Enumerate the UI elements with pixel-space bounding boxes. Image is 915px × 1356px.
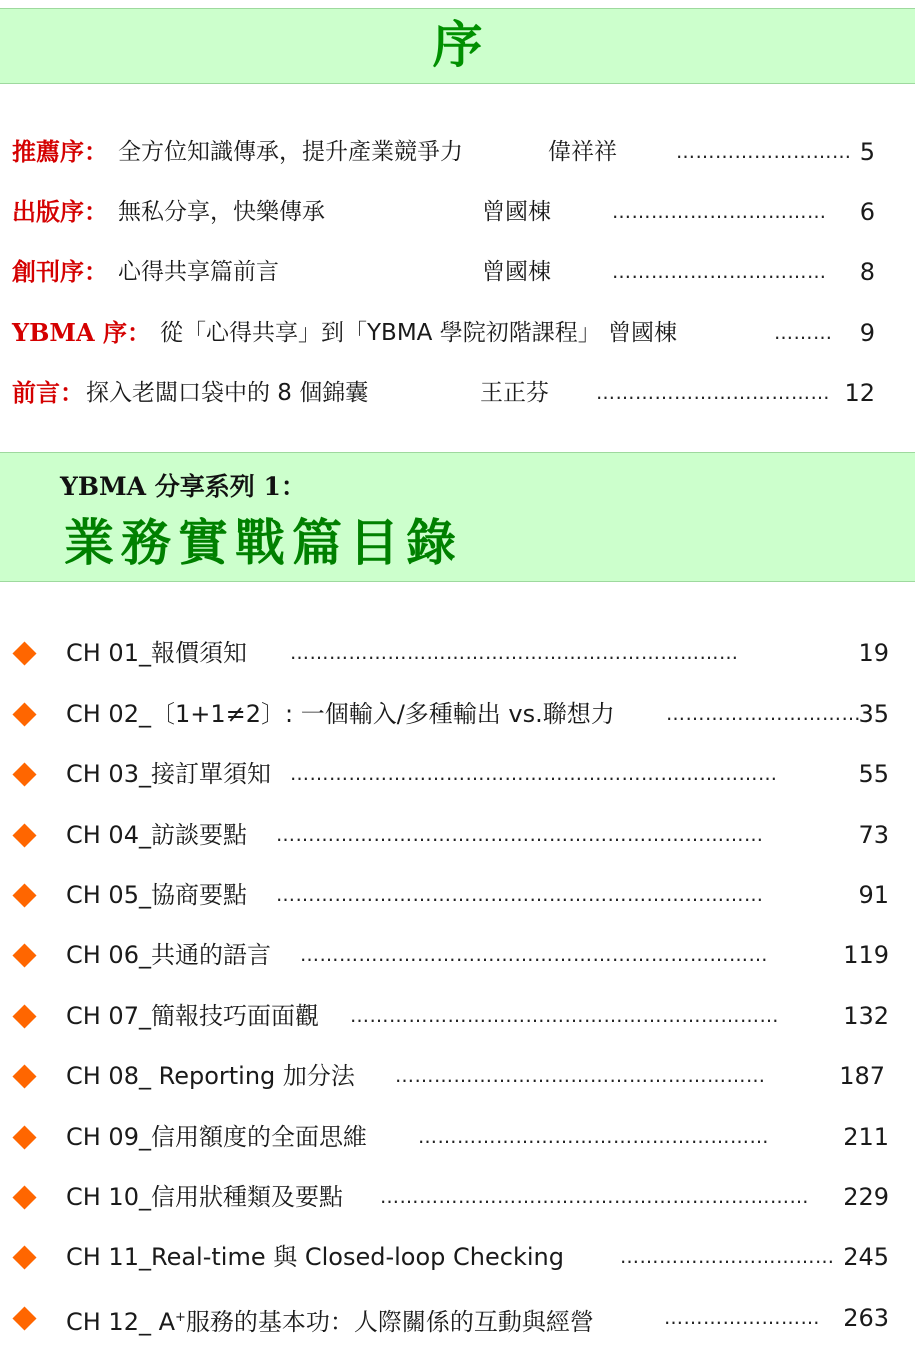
leader-dots: …………………………… (620, 1246, 835, 1268)
diamond-bullet-icon (12, 1004, 36, 1028)
page-number: 9 (859, 319, 875, 347)
chapter-title (66, 1298, 594, 1342)
preface-label: 前言： (12, 378, 84, 407)
leader-dots: ………………………………………………………………… (276, 824, 764, 846)
page-number: 55 (858, 760, 889, 788)
leader-dots: …………………………… (612, 261, 827, 283)
leader-dots: ………………………………………………………… (350, 1005, 779, 1027)
chapter-row[interactable] (0, 996, 915, 1036)
chapter-title: CH 02_〔1+1≠2〕: 一個輸入/多種輸出 vs.聯想力 (66, 700, 615, 728)
page-number: 73 (858, 821, 889, 849)
chapter-row[interactable] (0, 1177, 915, 1217)
leader-dots: ……………………… (676, 141, 852, 163)
chapter-title-prefix: CH 12_ A (66, 1308, 176, 1336)
chapter-row[interactable] (0, 935, 915, 975)
chapter-title: CH 04_訪談要點 (66, 821, 247, 849)
page-number: 19 (858, 639, 889, 667)
page-number: 35 (858, 700, 889, 728)
leader-dots: ………………………………………………………………… (290, 763, 778, 785)
page-number: 245 (843, 1243, 889, 1271)
diamond-bullet-icon (12, 943, 36, 967)
preface-author: 曾國棟 (482, 199, 551, 225)
leader-dots: ………………………………………………………… (380, 1186, 809, 1208)
page-number: 91 (858, 881, 889, 909)
page-number: 263 (843, 1304, 889, 1332)
chapter-row[interactable] (0, 754, 915, 794)
chapter-title: CH 06_共通的語言 (66, 941, 271, 969)
leader-dots: ………………………… (666, 703, 861, 725)
chapter-title: CH 11_Real-time 與 Closed-loop Checking (66, 1243, 564, 1271)
leader-dots: ………………………………………………… (395, 1065, 766, 1087)
chapter-title: CH 07_簡報技巧面面觀 (66, 1002, 319, 1030)
chapter-title: CH 09_信用額度的全面思維 (66, 1123, 367, 1151)
page-number: 6 (859, 198, 875, 226)
preface-author: 王正芬 (480, 380, 549, 406)
preface-banner (0, 8, 915, 84)
preface-row[interactable] (0, 132, 915, 172)
leader-dots: ……………………………………………… (418, 1126, 769, 1148)
chapter-title-suffix: 服務的基本功：人際關係的互動與經營 (185, 1308, 594, 1336)
chapter-title: CH 01_報價須知 (66, 639, 247, 667)
chapter-row[interactable] (0, 1056, 915, 1096)
superscript-plus: + (175, 1310, 186, 1325)
chapter-row[interactable] (0, 1298, 915, 1338)
diamond-bullet-icon (12, 702, 36, 726)
leader-dots: …………………… (664, 1307, 820, 1329)
chapter-row[interactable] (0, 694, 915, 734)
chapter-row[interactable] (0, 875, 915, 915)
page-number: 8 (859, 258, 875, 286)
preface-text: 探入老闆口袋中的 8 個錦囊 (86, 380, 369, 406)
leader-dots: …………………………… (612, 201, 827, 223)
preface-author: 偉祥祥 (548, 139, 617, 165)
page-number: 5 (859, 138, 875, 166)
page-number: 132 (843, 1002, 889, 1030)
chapter-title: CH 03_接訂單須知 (66, 760, 271, 788)
diamond-bullet-icon (12, 1306, 36, 1330)
preface-row[interactable] (0, 252, 915, 292)
contents-title: 業務實戰篇目錄 (64, 513, 463, 572)
page-number: 12 (844, 379, 875, 407)
chapter-row[interactable] (0, 633, 915, 673)
chapter-row[interactable] (0, 1117, 915, 1157)
page-number: 119 (843, 941, 889, 969)
leader-dots: ……… (774, 322, 833, 344)
diamond-bullet-icon (12, 762, 36, 786)
preface-text: 全方位知識傳承，提升產業競爭力 (118, 139, 463, 165)
diamond-bullet-icon (12, 1125, 36, 1149)
diamond-bullet-icon (12, 641, 36, 665)
preface-label: 推薦序： (12, 137, 108, 166)
page-number: 187 (839, 1062, 885, 1090)
diamond-bullet-icon (12, 1245, 36, 1269)
chapter-row[interactable] (0, 1237, 915, 1277)
page-number: 229 (843, 1183, 889, 1211)
preface-row[interactable] (0, 313, 915, 353)
preface-label: YBMA 序： (12, 318, 151, 347)
preface-text: 心得共享篇前言 (118, 259, 279, 285)
diamond-bullet-icon (12, 1064, 36, 1088)
leader-dots: ……………………………………………………………… (300, 944, 768, 966)
leader-dots: ………………………………………………………………… (276, 884, 764, 906)
diamond-bullet-icon (12, 883, 36, 907)
contents-banner (0, 452, 915, 582)
preface-author: 曾國棟 (482, 259, 551, 285)
preface-text: 從「心得共享」到「YBMA 學院初階課程」 曾國棟 (160, 320, 678, 346)
preface-row[interactable] (0, 373, 915, 413)
preface-label: 創刊序： (12, 257, 108, 286)
chapter-title: CH 08_ Reporting 加分法 (66, 1062, 355, 1090)
page-number: 211 (843, 1123, 889, 1151)
preface-text: 無私分享，快樂傳承 (118, 199, 325, 225)
preface-row[interactable] (0, 192, 915, 232)
diamond-bullet-icon (12, 1185, 36, 1209)
series-label: YBMA 分享系列 1： (60, 472, 306, 501)
diamond-bullet-icon (12, 823, 36, 847)
leader-dots: …………………………………………………………… (290, 642, 739, 664)
preface-label: 出版序： (12, 197, 108, 226)
chapter-title: CH 10_信用狀種類及要點 (66, 1183, 343, 1211)
chapter-row[interactable] (0, 815, 915, 855)
leader-dots: ……………………………… (596, 382, 830, 404)
chapter-title: CH 05_協商要點 (66, 881, 247, 909)
preface-title: 序 (432, 15, 483, 74)
